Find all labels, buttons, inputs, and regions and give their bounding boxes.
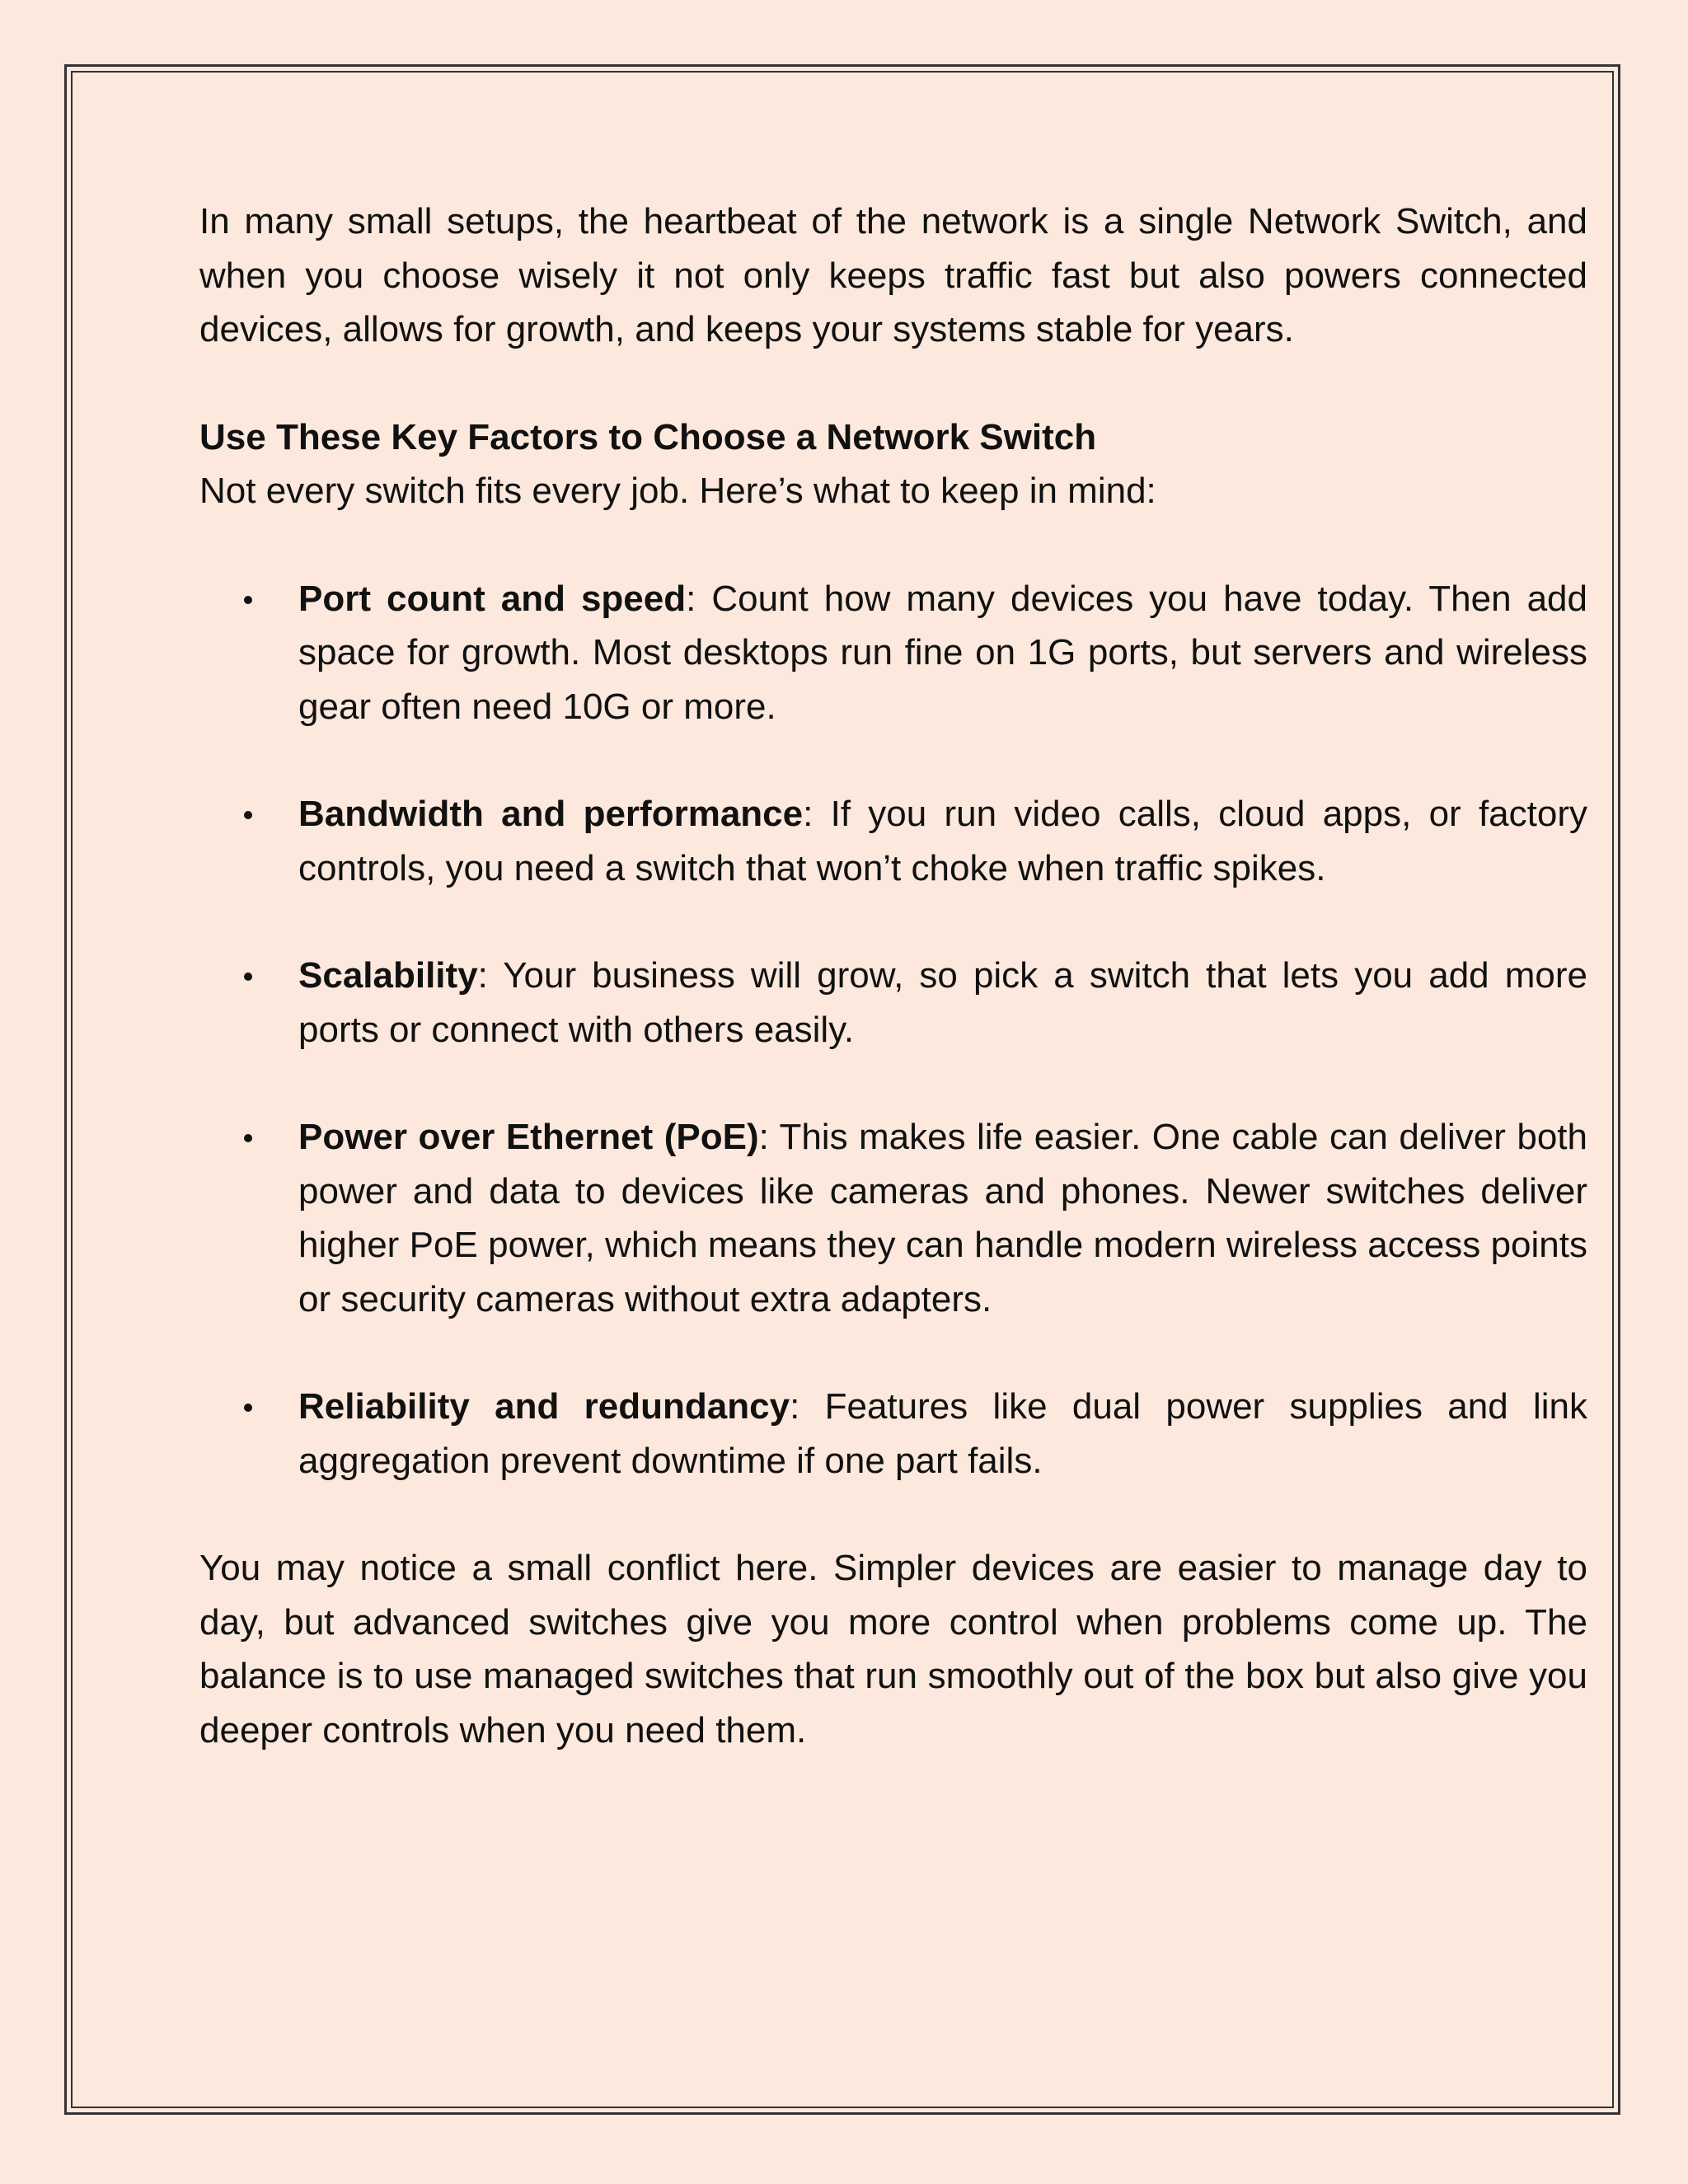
intro-paragraph: In many small setups, the heartbeat of the network is a single Network Switch, and when you choose wisely it not only keeps traffic fast but also powers connected devices, allows for growth, and keeps your systems stable for years.	[199, 201, 1587, 349]
factor-text: : Your business will grow, so pick a switch that lets you add more ports or connect with others easily.	[298, 955, 1587, 1050]
factor-term: Scalability	[298, 955, 478, 996]
factor-text: : This makes life easier. One cable can deliver both power and data to devices like cameras and phones. Newer switches deliver higher PoE power, which means they can handle modern wireless access points or security cameras without extra adapters.	[298, 1117, 1587, 1319]
list-item	[199, 572, 1587, 734]
factor-term: Port count and speed	[298, 578, 687, 619]
factor-text: : If you run video calls, cloud apps, or factory controls, you need a switch that won’t choke when traffic spikes.	[298, 794, 1587, 888]
list-item	[199, 1380, 1587, 1488]
factor-term: Reliability and redundancy	[298, 1386, 790, 1427]
bullet-icon	[244, 1134, 252, 1142]
bullet-icon	[244, 972, 252, 981]
list-item	[199, 787, 1587, 895]
factors-list	[199, 572, 1587, 1488]
document-body	[199, 194, 1587, 1757]
section-lead: Not every switch fits every job. Here’s what to keep in mind:	[199, 471, 1156, 511]
closing-paragraph: You may notice a small conflict here. Simpler devices are easier to manage day to day, but advanced switches give you more control when problems come up. The balance is to use managed switches that run smoothly out of the box but also give you deeper controls when you need them.	[199, 1548, 1587, 1750]
factor-term: Bandwidth and performance	[298, 794, 804, 834]
factor-term: Power over Ethernet (PoE)	[298, 1117, 759, 1157]
list-item	[199, 949, 1587, 1057]
section-heading: Use These Key Factors to Choose a Network Switch	[199, 416, 1097, 457]
factor-text: : Features like dual power supplies and link aggregation prevent downtime if one part fails.	[298, 1386, 1587, 1481]
bullet-icon	[244, 811, 252, 819]
list-item	[199, 1110, 1587, 1326]
factor-text: : Count how many devices you have today. Then add space for growth. Most desktops run fine on 1G ports, but servers and wireless gear often need 10G or more.	[298, 578, 1587, 727]
bullet-icon	[244, 596, 252, 604]
bullet-icon	[244, 1404, 252, 1412]
